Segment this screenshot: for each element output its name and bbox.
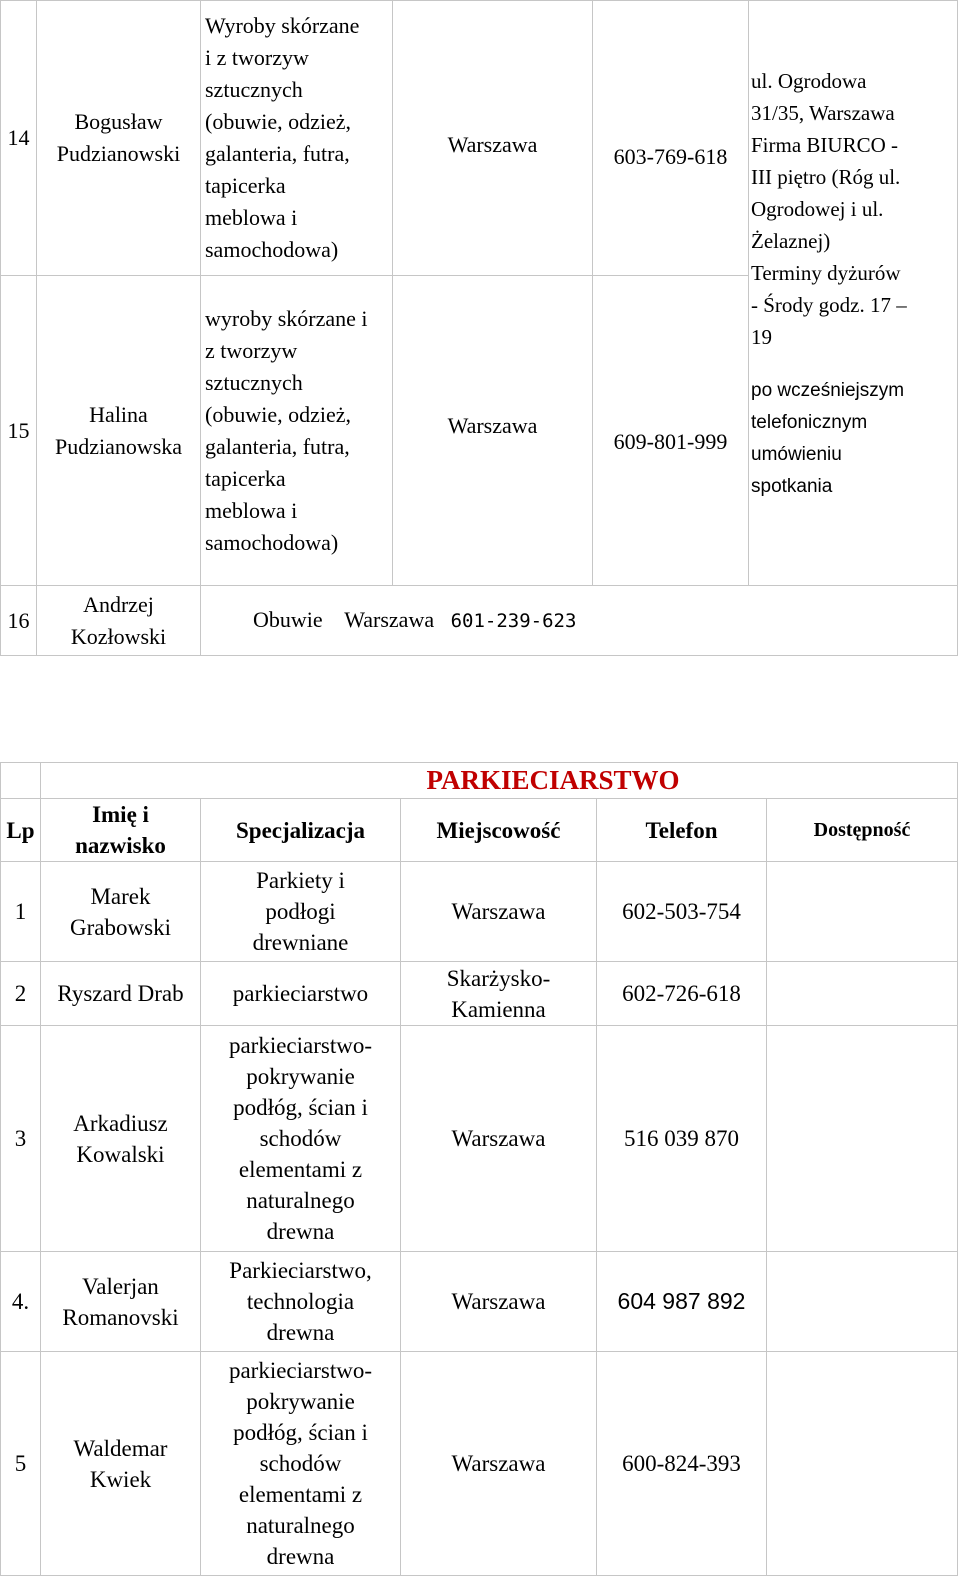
row-lp: 2 xyxy=(1,962,41,1026)
table-row xyxy=(1,586,958,656)
note-line: - Środy godz. 17 – xyxy=(751,293,907,317)
row-specialization: Obuwie xyxy=(253,607,323,632)
table-row xyxy=(1,962,958,1026)
row-phone: 603-769-618 xyxy=(593,1,749,276)
row-availability xyxy=(767,1252,958,1352)
row-name xyxy=(41,962,201,1026)
name-line: Valerjan xyxy=(82,1273,159,1299)
city-line: Warszawa xyxy=(451,1451,546,1476)
row-lp: 14 xyxy=(1,1,37,276)
note-line: umówieniu xyxy=(751,444,842,465)
header-phone: Telefon xyxy=(597,799,767,862)
spec-line: Parkiety i xyxy=(256,868,345,893)
row-specialization xyxy=(201,1352,401,1576)
row-lp: 5 xyxy=(1,1352,41,1576)
title-spacer xyxy=(1,763,41,799)
header-line: Imię i xyxy=(92,802,149,827)
appointment-note xyxy=(751,375,955,503)
row-specialization xyxy=(201,862,401,962)
row-availability xyxy=(767,1352,958,1576)
craftsmen-table-leather xyxy=(0,0,958,656)
row-phone: 602-503-754 xyxy=(597,862,767,962)
row-city: Warszawa xyxy=(344,607,435,632)
name-line: Kowalski xyxy=(76,1141,165,1167)
name-line: Bogusław xyxy=(74,109,163,134)
row-specialization xyxy=(201,1,393,276)
table-row xyxy=(1,862,958,962)
note-line: Terminy dyżurów xyxy=(751,261,901,285)
name-line: Grabowski xyxy=(70,914,171,940)
spec-line: elementami z xyxy=(238,1157,363,1182)
spec-line: galanteria, futra, xyxy=(205,141,350,166)
row-name xyxy=(37,276,201,586)
row-specialization xyxy=(201,1026,401,1252)
row-lp: 1 xyxy=(1,862,41,962)
spec-line: parkieciarstwo xyxy=(232,981,369,1006)
name-line: Pudzianowski xyxy=(56,141,181,166)
spec-line: elementami z xyxy=(238,1482,363,1507)
spec-line: galanteria, futra, xyxy=(205,433,350,459)
note-line: telefonicznym xyxy=(751,412,868,433)
name-line: Waldemar xyxy=(73,1435,168,1461)
city-line: Kamienna xyxy=(451,996,546,1022)
row-city: Warszawa xyxy=(393,276,593,586)
row-availability xyxy=(767,862,958,962)
note-line: III piętro (Róg ul. xyxy=(751,165,901,189)
row-city xyxy=(401,1026,597,1252)
note-line: spotkania xyxy=(751,476,833,497)
name-line: Pudzianowska xyxy=(54,433,183,459)
note-line: ul. Ogrodowa xyxy=(751,69,867,93)
spec-line: samochodowa) xyxy=(205,237,339,262)
row-city xyxy=(401,962,597,1026)
city-line: Skarżysko- xyxy=(446,965,551,991)
row-phone: 600-824-393 xyxy=(597,1352,767,1576)
spec-line: schodów xyxy=(259,1451,342,1476)
spec-line: technologia xyxy=(246,1289,355,1314)
row-availability xyxy=(767,1026,958,1252)
spec-line: podłóg, ścian i xyxy=(233,1095,368,1120)
spec-line: podłóg, ścian i xyxy=(233,1420,368,1445)
spec-line: tapicerka xyxy=(205,173,286,198)
row-name xyxy=(41,1252,201,1352)
spec-line: sztucznych xyxy=(205,77,303,102)
note-line: Żelaznej) xyxy=(751,229,831,253)
spec-line: Parkieciarstwo, xyxy=(229,1258,372,1283)
note-line: po wcześniejszym xyxy=(751,380,905,401)
header-row xyxy=(1,799,958,862)
row-city xyxy=(401,1352,597,1576)
row-city xyxy=(401,1252,597,1352)
row-name xyxy=(41,1352,201,1576)
craftsmen-table-parquet xyxy=(0,762,958,1576)
row-specialization xyxy=(201,1252,401,1352)
spec-line: z tworzyw xyxy=(205,337,298,363)
header-lp: Lp xyxy=(1,799,41,862)
row-phone: 601-239-623 xyxy=(450,610,577,632)
spec-line: podłogi xyxy=(265,899,336,924)
table-row xyxy=(1,1026,958,1252)
row-specialization xyxy=(201,962,401,1026)
location-note xyxy=(749,1,958,586)
section-title: PARKIECIARSTWO xyxy=(41,763,958,799)
row-phone: 604 987 892 xyxy=(597,1252,767,1352)
row-lp: 4. xyxy=(1,1252,41,1352)
spec-line: meblowa i xyxy=(205,497,298,523)
row-name xyxy=(37,1,201,276)
spec-line: i z tworzyw xyxy=(205,45,309,70)
table-row xyxy=(1,1,958,276)
spec-line: parkieciarstwo- xyxy=(228,1033,373,1058)
name-line: Halina xyxy=(89,401,148,427)
note-line: Firma BIURCO - xyxy=(751,133,898,157)
spec-line: drewna xyxy=(266,1219,335,1244)
spec-line: meblowa i xyxy=(205,205,298,230)
row-phone: 609-801-999 xyxy=(593,276,749,586)
row-lp: 16 xyxy=(1,586,37,656)
spec-line: (obuwie, odzież, xyxy=(205,401,351,427)
spec-line: parkieciarstwo- xyxy=(228,1358,373,1383)
row-lp: 3 xyxy=(1,1026,41,1252)
title-row xyxy=(1,763,958,799)
row-city: Warszawa xyxy=(393,1,593,276)
row-name xyxy=(41,862,201,962)
spec-line: drewniane xyxy=(252,930,349,955)
spec-line: wyroby skórzane i xyxy=(205,305,368,331)
table-row xyxy=(1,1352,958,1576)
row-name xyxy=(37,586,201,656)
spec-line: naturalnego xyxy=(246,1513,355,1538)
note-line: 19 xyxy=(751,325,772,349)
spec-line: pokrywanie xyxy=(246,1389,355,1414)
header-city: Miejscowość xyxy=(401,799,597,862)
spec-line: samochodowa) xyxy=(205,529,339,555)
spec-line: naturalnego xyxy=(246,1188,355,1213)
name-line: Marek xyxy=(90,883,151,909)
table-row xyxy=(1,1252,958,1352)
spec-line: pokrywanie xyxy=(246,1064,355,1089)
row-phone: 516 039 870 xyxy=(597,1026,767,1252)
spec-line: (obuwie, odzież, xyxy=(205,109,351,134)
spec-line: Wyroby skórzane xyxy=(205,13,360,38)
name-line: Kwiek xyxy=(89,1466,152,1492)
city-line: Warszawa xyxy=(451,1289,546,1314)
header-specialization: Specjalizacja xyxy=(201,799,401,862)
spec-line: drewna xyxy=(266,1544,335,1569)
city-line: Warszawa xyxy=(451,899,546,924)
row-specialization xyxy=(201,276,393,586)
header-name xyxy=(41,799,201,862)
spec-line: sztucznych xyxy=(205,369,303,395)
spec-line: tapicerka xyxy=(205,465,286,491)
row-inline-details xyxy=(201,586,958,656)
row-name xyxy=(41,1026,201,1252)
spec-line: schodów xyxy=(259,1126,342,1151)
header-availability: Dostępność xyxy=(767,799,958,862)
note-line: 31/35, Warszawa xyxy=(751,101,895,125)
name-line: Kozłowski xyxy=(70,623,167,649)
row-city xyxy=(401,862,597,962)
spec-line: drewna xyxy=(266,1320,335,1345)
row-lp: 15 xyxy=(1,276,37,586)
city-line: Warszawa xyxy=(451,1126,546,1151)
header-line: nazwisko xyxy=(75,833,166,858)
name-line: Andrzej xyxy=(83,591,154,617)
row-availability xyxy=(767,962,958,1026)
name-line: Romanovski xyxy=(62,1304,179,1330)
name-line: Arkadiusz xyxy=(73,1110,168,1136)
name-line: Ryszard Drab xyxy=(57,981,184,1006)
row-phone: 602-726-618 xyxy=(597,962,767,1026)
note-line: Ogrodowej i ul. xyxy=(751,197,884,221)
